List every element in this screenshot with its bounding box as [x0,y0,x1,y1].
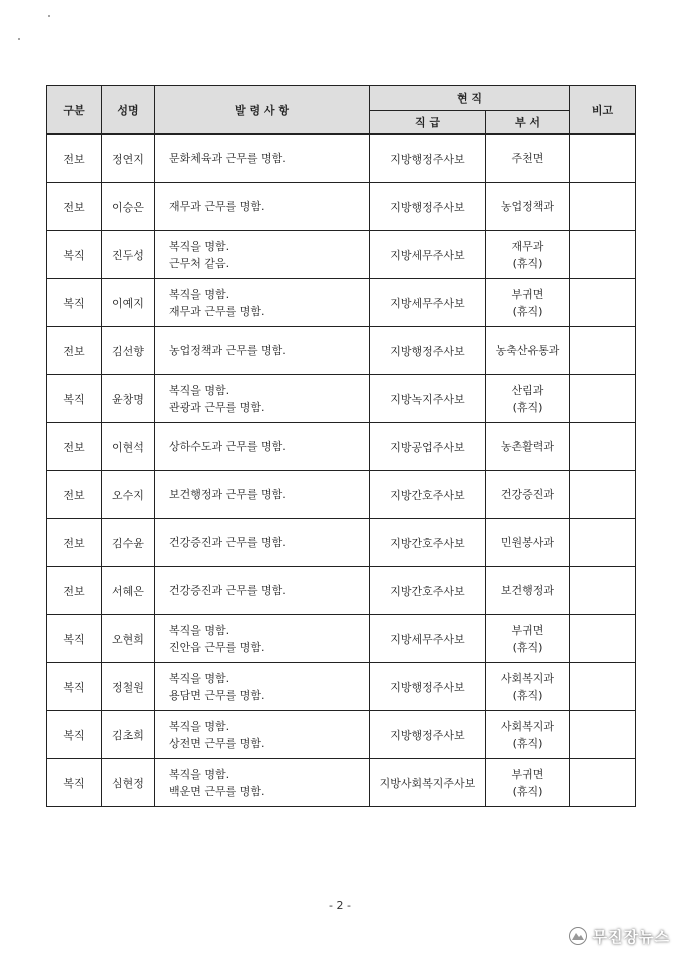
cell-note [570,471,636,519]
table-row [47,711,636,759]
cell-category [47,134,102,183]
cell-rank [370,327,486,375]
rank-text: 지방행정주사보 [390,728,465,742]
header-department: 부 서 [486,111,570,135]
table-row [47,231,636,279]
name-text: 오수지 [112,488,144,502]
department-line-1: 주천면 [511,152,544,165]
cell-order [155,327,370,375]
category-text: 전보 [63,440,85,454]
order-line-2: 상전면 근무를 명함. [169,736,265,750]
cell-note [570,279,636,327]
cell-order [155,711,370,759]
department-line-1: 부귀면 [511,767,544,781]
department-line-2: (휴직) [512,688,543,702]
table-row [47,183,636,231]
cell-note [570,375,636,423]
rank-text: 지방행정주사보 [390,680,465,694]
table-row [47,423,636,471]
header-category: 구분 [47,86,102,135]
cell-name [102,519,155,567]
department-line-1: 농촌활력과 [500,440,555,453]
department-line-1: 민원봉사과 [500,536,555,549]
order-line-1: 복직을 명함. [169,287,230,301]
cell-name [102,327,155,375]
order-line-2: 진안읍 근무를 명함. [169,640,265,654]
cell-order [155,615,370,663]
department-line-2: (휴직) [512,736,543,750]
cell-name [102,375,155,423]
department-line-2: (휴직) [512,304,543,318]
cell-name [102,759,155,807]
name-text: 이현석 [112,440,144,454]
cell-note [570,663,636,711]
cell-order [155,279,370,327]
name-text: 김수윤 [112,536,144,550]
cell-order [155,519,370,567]
category-text: 복직 [63,392,85,406]
category-text: 전보 [63,344,85,358]
name-text: 정연지 [112,152,144,166]
rank-text: 지방행정주사보 [390,152,465,166]
table-row [47,759,636,807]
header-order: 발 령 사 항 [155,86,370,135]
cell-name [102,134,155,183]
cell-category [47,663,102,711]
category-text: 복직 [63,248,85,262]
order-line-1: 복직을 명함. [169,623,230,637]
order-line-2: 관광과 근무를 명함. [169,400,265,414]
department-line-2: (휴직) [512,784,543,798]
order-line-2: 용담면 근무를 명함. [169,688,265,702]
cell-rank [370,519,486,567]
cell-rank [370,615,486,663]
cell-note [570,615,636,663]
name-text: 오현희 [112,632,144,646]
cell-category [47,183,102,231]
cell-rank [370,231,486,279]
department-line-1: 보건행정과 [500,584,555,597]
scan-speck [18,38,20,40]
cell-category [47,279,102,327]
department-line-1: 건강증진과 [500,488,555,501]
category-text: 전보 [63,488,85,502]
order-line-1: 복직을 명함. [169,239,230,253]
cell-order [155,375,370,423]
cell-rank [370,183,486,231]
department-line-2: (휴직) [512,400,543,414]
cell-rank [370,759,486,807]
name-text: 진두성 [112,248,144,262]
table-row [47,327,636,375]
cell-rank [370,711,486,759]
cell-name [102,471,155,519]
cell-department [486,183,570,231]
cell-order [155,471,370,519]
cell-category [47,423,102,471]
table-row [47,519,636,567]
name-text: 김초희 [112,728,144,742]
cell-note [570,519,636,567]
table-row [47,375,636,423]
table-row [47,279,636,327]
table-row [47,567,636,615]
watermark [569,922,670,950]
rank-text: 지방간호주사보 [390,536,465,550]
cell-name [102,231,155,279]
name-text: 김선향 [112,344,144,358]
header-note: 비고 [570,86,636,135]
order-line-2: 근무처 같음. [169,256,230,270]
department-line-1: 농업정책과 [500,200,555,213]
order-line-1: 건강증진과 근무를 명함. [169,536,286,549]
department-line-1: 부귀면 [511,287,544,301]
cell-department [486,231,570,279]
rank-text: 지방세무주사보 [390,296,465,310]
department-line-2: (휴직) [512,640,543,654]
cell-department [486,327,570,375]
cell-name [102,711,155,759]
cell-order [155,759,370,807]
category-text: 복직 [63,632,85,646]
cell-note [570,567,636,615]
cell-name [102,183,155,231]
cell-name [102,567,155,615]
name-text: 이승은 [112,200,144,214]
order-line-1: 재무과 근무를 명함. [169,200,265,213]
table-row [47,134,636,183]
cell-name [102,615,155,663]
rank-text: 지방사회복지주사보 [379,776,476,790]
cell-order [155,567,370,615]
cell-note [570,711,636,759]
cell-order [155,663,370,711]
watermark-text: 무진장뉴스 [592,927,670,946]
cell-rank [370,279,486,327]
cell-order [155,423,370,471]
cell-rank [370,471,486,519]
table-row [47,615,636,663]
mountain-logo-icon [569,927,587,945]
cell-department [486,375,570,423]
table-row [47,471,636,519]
rank-text: 지방녹지주사보 [390,392,465,406]
rank-text: 지방세무주사보 [390,248,465,262]
order-line-1: 복직을 명함. [169,719,230,733]
category-text: 전보 [63,152,85,166]
cell-category [47,759,102,807]
order-line-1: 문화체육과 근무를 명함. [169,152,286,165]
rank-text: 지방간호주사보 [390,584,465,598]
cell-department [486,423,570,471]
table-body [47,134,636,807]
cell-category [47,567,102,615]
category-text: 전보 [63,584,85,598]
cell-order [155,183,370,231]
cell-rank [370,375,486,423]
order-line-2: 백운면 근무를 명함. [169,784,265,798]
order-line-1: 농업정책과 근무를 명함. [169,344,286,357]
department-line-2: (휴직) [512,256,543,270]
cell-rank [370,134,486,183]
cell-order [155,231,370,279]
cell-note [570,423,636,471]
cell-name [102,279,155,327]
order-line-1: 복직을 명함. [169,671,230,685]
rank-text: 지방행정주사보 [390,200,465,214]
page-number: - 2 - [329,899,351,912]
category-text: 복직 [63,728,85,742]
table-row [47,663,636,711]
category-text: 복직 [63,680,85,694]
cell-department [486,134,570,183]
cell-category [47,327,102,375]
order-line-1: 복직을 명함. [169,767,230,781]
order-line-1: 상하수도과 근무를 명함. [169,440,286,453]
cell-department [486,663,570,711]
cell-rank [370,423,486,471]
cell-department [486,471,570,519]
name-text: 이예지 [112,296,144,310]
cell-category [47,519,102,567]
cell-name [102,663,155,711]
order-line-1: 보건행정과 근무를 명함. [169,488,286,501]
category-text: 전보 [63,536,85,550]
name-text: 서혜은 [112,584,144,598]
cell-category [47,471,102,519]
category-text: 복직 [63,776,85,790]
rank-text: 지방간호주사보 [390,488,465,502]
header-rank: 직 급 [370,111,486,135]
cell-category [47,375,102,423]
personnel-order-table [46,85,636,807]
cell-rank [370,567,486,615]
order-line-1: 복직을 명함. [169,383,230,397]
department-line-1: 사회복지과 [500,719,555,733]
rank-text: 지방세무주사보 [390,632,465,646]
cell-department [486,567,570,615]
cell-note [570,134,636,183]
department-line-1: 산림과 [511,383,544,397]
category-text: 복직 [63,296,85,310]
scan-speck [48,15,50,17]
order-line-1: 건강증진과 근무를 명함. [169,584,286,597]
department-line-1: 사회복지과 [500,671,555,685]
category-text: 전보 [63,200,85,214]
name-text: 윤창명 [112,392,144,406]
cell-note [570,183,636,231]
rank-text: 지방공업주사보 [390,440,465,454]
department-line-1: 재무과 [511,239,544,253]
cell-department [486,711,570,759]
header-current-position: 현 직 [370,86,570,111]
cell-note [570,231,636,279]
name-text: 심현정 [112,776,144,790]
cell-department [486,279,570,327]
cell-department [486,615,570,663]
order-line-2: 재무과 근무를 명함. [169,304,265,318]
header-name: 성명 [102,86,155,135]
cell-category [47,231,102,279]
cell-department [486,519,570,567]
department-line-1: 부귀면 [511,623,544,637]
cell-note [570,759,636,807]
cell-order [155,134,370,183]
cell-rank [370,663,486,711]
name-text: 정철원 [112,680,144,694]
rank-text: 지방행정주사보 [390,344,465,358]
cell-note [570,327,636,375]
cell-category [47,615,102,663]
cell-name [102,423,155,471]
cell-department [486,759,570,807]
cell-category [47,711,102,759]
department-line-1: 농축산유통과 [495,344,560,357]
